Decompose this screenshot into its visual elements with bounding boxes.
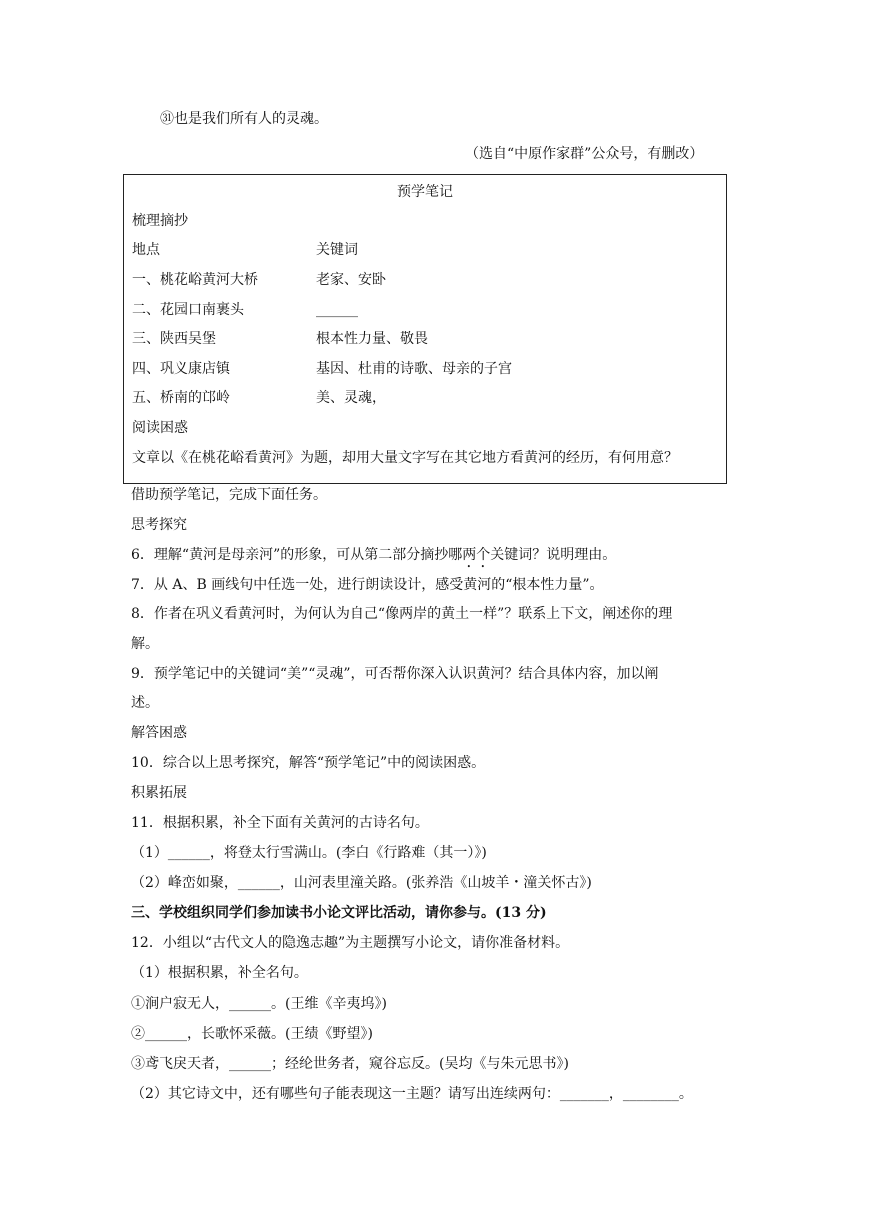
question-11-1: （1）______，将登太行雪满山。(李白《行路难（其一）》) xyxy=(131,845,487,861)
question-7: 7．从 A、B 画线句中任选一处，进行朗读设计，感受黄河的“根本性力量”。 xyxy=(131,577,604,593)
question-9-line1: 9．预学笔记中的关键词“美”“灵魂”，可否帮你深入认识黄河？结合具体内容，加以阐 xyxy=(131,666,659,682)
question-11-2: （2）峰峦如聚，______，山河表里潼关路。(张养浩《山坡羊・潼关怀古》) xyxy=(131,875,592,891)
notes-section-confusion: 阅读困惑 xyxy=(132,420,188,436)
question-8-line1: 8．作者在巩义看黄河时，为何认为自己“像两岸的黄土一样”？联系上下文，阐述你的理 xyxy=(131,606,673,622)
notes-title: 预学笔记 xyxy=(397,184,453,200)
paragraph-31: ㉛也是我们所有人的灵魂。 xyxy=(160,111,328,127)
question-12: 12．小组以“古代文人的隐逸志趣”为主题撰写小论文，请你准备材料。 xyxy=(131,935,570,951)
notes-row-keyword: 根本性力量、敬畏 xyxy=(316,331,428,347)
notes-row-place: 一、桃花峪黄河大桥 xyxy=(132,272,258,288)
question-11: 11．根据积累，补全下面有关黄河的古诗名句。 xyxy=(131,815,429,831)
notes-col-place: 地点 xyxy=(132,242,160,258)
question-6-emphasis: 两个 xyxy=(462,547,491,563)
notes-row-place: 四、巩义康店镇 xyxy=(132,361,230,377)
question-9-line2: 述。 xyxy=(131,695,159,711)
notes-row-keyword: 美、灵魂， xyxy=(316,390,386,406)
intro-text: 借助预学笔记，完成下面任务。 xyxy=(131,487,327,503)
notes-row-place: 三、陕西吴堡 xyxy=(132,331,216,347)
notes-row-keyword: 基因、杜甫的诗歌、母亲的子宫 xyxy=(316,361,512,377)
question-8-line2: 解。 xyxy=(131,636,159,652)
notes-row-place: 五、桥南的邙岭 xyxy=(132,390,230,406)
notes-col-keyword: 关键词 xyxy=(316,242,358,258)
question-12-2: （2）其它诗文中，还有哪些句子能表现这一主题？请写出连续两句：_______，________。 xyxy=(131,1086,693,1102)
notes-row-keyword: 老家、安卧 xyxy=(316,272,386,288)
notes-section-excerpt: 梳理摘抄 xyxy=(132,213,188,229)
question-6 xyxy=(131,546,616,571)
question-12-1: （1）根据积累，补全名句。 xyxy=(131,965,308,981)
notes-row-place: 二、花园口南裹头 xyxy=(132,302,244,318)
question-12-a: ①涧户寂无人，______。(王维《辛夷坞》) xyxy=(131,996,387,1012)
source-note: （选自“中原作家群”公众号，有删改） xyxy=(465,146,704,162)
question-6-part-a: 6．理解“黄河是母亲河”的形象，可从第二部分摘抄哪 xyxy=(131,547,463,563)
question-6-part-b: 关键词？说明理由。 xyxy=(490,547,617,563)
notes-row-keyword: ______ xyxy=(316,302,358,318)
question-12-b: ②______，长歌怀采薇。(王绩《野望》) xyxy=(131,1026,373,1042)
section-3-heading: 三、学校组织同学们参加读书小论文评比活动，请你参与。(13 分) xyxy=(131,905,547,921)
heading-answer: 解答困惑 xyxy=(131,725,187,741)
prestudy-notes-box xyxy=(123,174,727,484)
heading-extend: 积累拓展 xyxy=(131,785,187,801)
question-12-c: ③鸢飞戾天者，______；经纶世务者，窥谷忘反。(吴均《与朱元思书》) xyxy=(131,1056,569,1072)
heading-think: 思考探究 xyxy=(131,517,187,533)
question-10: 10．综合以上思考探究，解答“预学笔记”中的阅读困惑。 xyxy=(131,755,486,771)
notes-question: 文章以《在桃花峪看黄河》为题，却用大量文字写在其它地方看黄河的经历，有何用意？ xyxy=(132,450,678,466)
